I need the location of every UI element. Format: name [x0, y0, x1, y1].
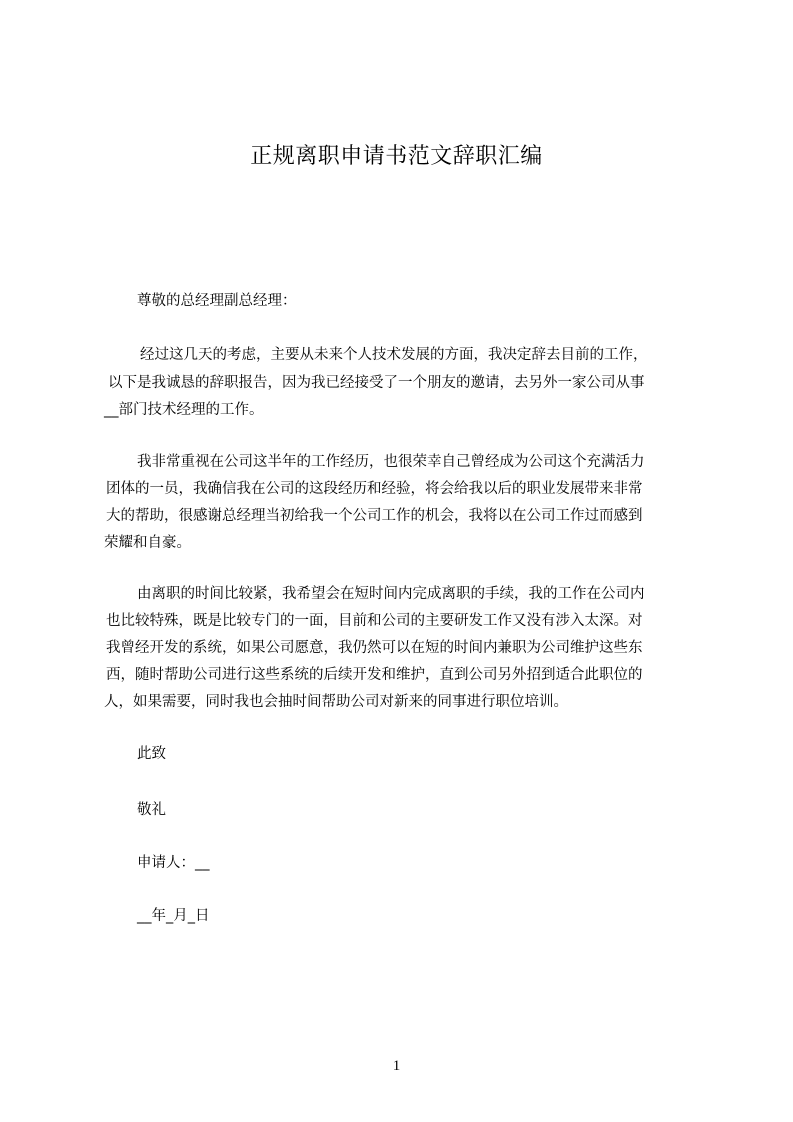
paragraph-3-line-1: 由离职的时间比较紧，我希望会在短时间内完成离职的手续，我的工作在公司内 — [137, 586, 645, 602]
page-number: 1 — [392, 1058, 401, 1074]
paragraph-1-line-3: __部门技术经理的工作。 — [104, 402, 264, 418]
salutation: 尊敬的总经理副总经理： — [137, 293, 297, 309]
date-line: __年_月_日 — [137, 908, 210, 924]
paragraph-1-line-1: 经过这几天的考虑，主要从未来个人技术发展的方面，我决定辞去目前的工作， — [140, 347, 648, 363]
paragraph-3-line-5: 人，如果需要，同时我也会抽时间帮助公司对新来的同事进行职位培训。 — [104, 694, 568, 710]
paragraph-2-line-1: 我非常重视在公司这半年的工作经历，也很荣幸自己曾经成为公司这个充满活力 — [137, 454, 645, 470]
applicant-line: 申请人：__ — [137, 855, 210, 871]
closing-ci-zhi: 此致 — [137, 746, 166, 762]
paragraph-2-line-4: 荣耀和自豪。 — [104, 535, 191, 551]
paragraph-2-line-2: 团体的一员，我确信我在公司的这段经历和经验，将会给我以后的职业发展带来非常 — [106, 481, 643, 497]
paragraph-2-line-3: 大的帮助，很感谢总经理当初给我一个公司工作的机会，我将以在公司工作过而感到 — [106, 508, 643, 524]
paragraph-3-line-4: 西，随时帮助公司进行这些系统的后续开发和维护，直到公司另外招到适合此职位的 — [106, 667, 643, 683]
paragraph-3-line-2: 也比较特殊，既是比较专门的一面，目前和公司的主要研发工作又没有涉入太深。对 — [106, 613, 643, 629]
closing-jing-li: 敬礼 — [137, 802, 166, 818]
page-title: 正规离职申请书范文辞职汇编 — [250, 144, 543, 169]
paragraph-1-line-2: 以下是我诚恳的辞职报告，因为我已经接受了一个朋友的邀请，去另外一家公司从事 — [108, 375, 645, 391]
paragraph-3-line-3: 我曾经开发的系统，如果公司愿意，我仍然可以在短的时间内兼职为公司维护这些东 — [106, 640, 643, 656]
